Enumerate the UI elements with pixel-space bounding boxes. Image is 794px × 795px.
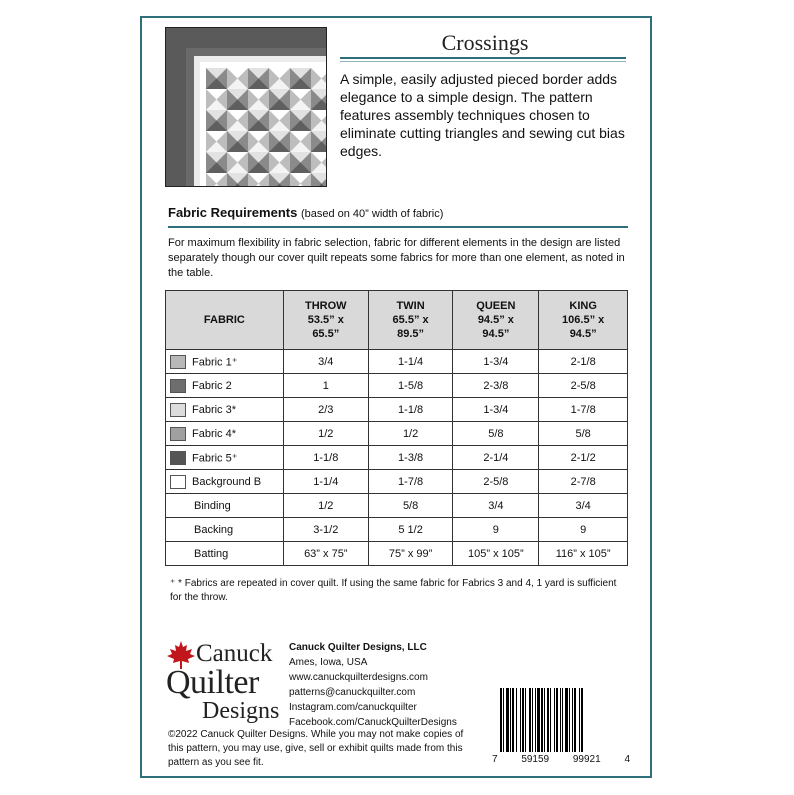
fabric-name: Batting	[194, 547, 229, 560]
barcode-bar	[516, 688, 517, 752]
table-row	[166, 374, 628, 398]
fabric-name: Background B	[192, 475, 262, 488]
barcode-bar	[574, 688, 576, 752]
email-link[interactable]: patterns@canuckquilter.com	[289, 687, 416, 698]
barcode-bar	[512, 688, 514, 752]
column-header-queen: QUEEN 94.5” x 94.5”	[453, 291, 539, 350]
barcode-digit-4: 4	[624, 754, 630, 765]
yardage-cell: 2-1/4	[453, 446, 539, 470]
logo-word-designs: Designs	[202, 698, 280, 724]
logo-word-canuck: Canuck	[196, 640, 273, 667]
barcode-bars	[492, 688, 630, 756]
logo-word-quilter: Quilter	[166, 664, 259, 701]
barcode-bar	[581, 688, 583, 752]
yardage-cell: 3/4	[539, 494, 628, 518]
fabric-name: Fabric 1⁺	[192, 356, 238, 368]
yardage-cell: 5/8	[539, 422, 628, 446]
yardage-cell: 116” x 105”	[539, 542, 628, 566]
yardage-cell: 1-3/8	[368, 446, 453, 470]
fabric-name-cell	[166, 542, 284, 566]
company-location: Ames, Iowa, USA	[289, 657, 368, 668]
barcode-bar	[525, 688, 526, 752]
footnote: ⁺ * Fabrics are repeated in cover quilt. If using the same fabric for Fabrics 3 and 4, 1 yard is sufficient for the throw.	[170, 578, 617, 603]
yardage-cell: 1-3/4	[453, 350, 539, 374]
fabric-name-cell	[166, 422, 284, 446]
barcode-digits-3: 99921	[572, 754, 601, 765]
fabric-name-cell	[166, 494, 284, 518]
fabric-swatch	[170, 475, 186, 489]
barcode-bar	[560, 688, 561, 752]
barcode-bar	[547, 688, 549, 752]
barcode-digit-1: 7	[492, 754, 498, 765]
fabric-name: Backing	[194, 523, 234, 536]
fabric-name-cell	[166, 518, 284, 542]
fabric-name-cell	[166, 446, 284, 470]
fabric-swatch	[170, 403, 186, 417]
yardage-cell: 1-5/8	[368, 374, 453, 398]
barcode-bar	[537, 688, 540, 752]
yardage-cell: 1-7/8	[539, 398, 628, 422]
table-row	[166, 398, 628, 422]
intro-text: A simple, easily adjusted pieced border adds elegance to a simple design. The pattern features assembly techniques chosen to eliminate cutting triangles and sewing cut bias edges.	[340, 71, 625, 159]
barcode-bar	[500, 688, 502, 752]
yardage-cell: 105” x 105”	[453, 542, 539, 566]
barcode-bar	[506, 688, 509, 752]
yardage-cell: 1-3/4	[453, 398, 539, 422]
fabric-requirements-intro: For maximum flexibility in fabric selection, fabric for different elements in the design are listed separately though our cover quilt repeats some fabrics for more than one element, as noted in the table.	[168, 237, 625, 279]
barcode-bar	[572, 688, 573, 752]
copyright-text: ©2022 Canuck Quilter Designs. While you may not make copies of this pattern, you may use, give, sell or exhibit quilts made from this pattern as you see fit.	[168, 729, 464, 768]
table-header-row	[166, 291, 628, 350]
yardage-cell: 1-1/8	[283, 446, 368, 470]
barcode-bar	[532, 688, 533, 752]
yardage-cell: 1-7/8	[368, 470, 453, 494]
contact-block	[289, 640, 457, 730]
barcode-bar	[520, 688, 521, 752]
barcode-bar	[554, 688, 555, 752]
fabric-name: Fabric 3*	[192, 403, 237, 416]
fabric-name-cell	[166, 374, 284, 398]
page-title: Crossings	[441, 30, 529, 55]
fabric-requirements-rule	[168, 226, 628, 228]
fabric-name: Fabric 2	[192, 379, 232, 392]
yardage-cell: 5 1/2	[368, 518, 453, 542]
barcode-bar	[510, 688, 511, 752]
instagram-link[interactable]: Instagram.com/canuckquilter	[289, 702, 417, 713]
fabric-name-cell	[166, 398, 284, 422]
fabric-swatch	[170, 379, 186, 393]
yardage-cell: 1-1/4	[283, 470, 368, 494]
barcode-bar	[503, 688, 504, 752]
barcode-bar	[529, 688, 531, 752]
yardage-cell: 1/2	[368, 422, 453, 446]
yardage-cell: 75” x 99”	[368, 542, 453, 566]
fabric-swatch	[170, 451, 186, 465]
yardage-cell: 1	[283, 374, 368, 398]
table-row	[166, 446, 628, 470]
facebook-link[interactable]: Facebook.com/CanuckQuilterDesigns	[289, 717, 457, 728]
barcode	[492, 688, 630, 768]
table-row	[166, 350, 628, 374]
fabric-swatch	[170, 427, 186, 441]
barcode-bar	[522, 688, 524, 752]
table-row	[166, 542, 628, 566]
column-header-king: KING 106.5” x 94.5”	[539, 291, 628, 350]
yardage-cell: 3/4	[283, 350, 368, 374]
fabric-requirements-table	[165, 290, 628, 566]
barcode-bar	[535, 688, 536, 752]
column-header-twin: TWIN 65.5” x 89.5”	[368, 291, 453, 350]
yardage-cell: 2/3	[283, 398, 368, 422]
yardage-cell: 1/2	[283, 422, 368, 446]
yardage-cell: 2-7/8	[539, 470, 628, 494]
column-header-throw: THROW 53.5” x 65.5”	[283, 291, 368, 350]
yardage-cell: 2-1/2	[539, 446, 628, 470]
table-row	[166, 422, 628, 446]
barcode-bar	[541, 688, 543, 752]
fabric-name-cell	[166, 470, 284, 494]
title-rule	[340, 57, 626, 59]
yardage-cell: 5/8	[368, 494, 453, 518]
yardage-cell: 9	[539, 518, 628, 542]
website-link[interactable]: www.canuckquilterdesigns.com	[289, 672, 428, 683]
fabric-name-cell	[166, 350, 284, 374]
fabric-swatch	[170, 355, 186, 369]
yardage-cell: 2-5/8	[539, 374, 628, 398]
barcode-digits-2: 59159	[521, 754, 550, 765]
yardage-cell: 5/8	[453, 422, 539, 446]
table-row	[166, 518, 628, 542]
title-rule-thin	[340, 61, 626, 62]
barcode-bar	[579, 688, 580, 752]
fabric-name: Fabric 4*	[192, 427, 237, 440]
yardage-cell: 1/2	[283, 494, 368, 518]
fabric-name: Binding	[194, 499, 231, 512]
barcode-bar	[565, 688, 568, 752]
table-row	[166, 470, 628, 494]
column-header-fabric: FABRIC	[166, 291, 284, 350]
fabric-requirements-heading: Fabric Requirements (based on 40” width of fabric)	[168, 205, 444, 220]
yardage-cell: 2-1/8	[539, 350, 628, 374]
yardage-cell: 1-1/8	[368, 398, 453, 422]
fabric-name: Fabric 5⁺	[192, 452, 238, 464]
yardage-cell: 1-1/4	[368, 350, 453, 374]
yardage-cell: 9	[453, 518, 539, 542]
yardage-cell: 3/4	[453, 494, 539, 518]
yardage-cell: 2-3/8	[453, 374, 539, 398]
quilt-cover-thumbnail	[165, 27, 327, 187]
yardage-cell: 63” x 75”	[283, 542, 368, 566]
barcode-bar	[556, 688, 558, 752]
barcode-bar	[569, 688, 570, 752]
table-row	[166, 494, 628, 518]
canuck-quilter-logo	[162, 640, 282, 724]
barcode-bar	[544, 688, 545, 752]
yardage-cell: 2-5/8	[453, 470, 539, 494]
company-name: Canuck Quilter Designs, LLC	[289, 642, 427, 653]
barcode-bar	[550, 688, 551, 752]
barcode-bar	[562, 688, 563, 752]
yardage-cell: 3-1/2	[283, 518, 368, 542]
